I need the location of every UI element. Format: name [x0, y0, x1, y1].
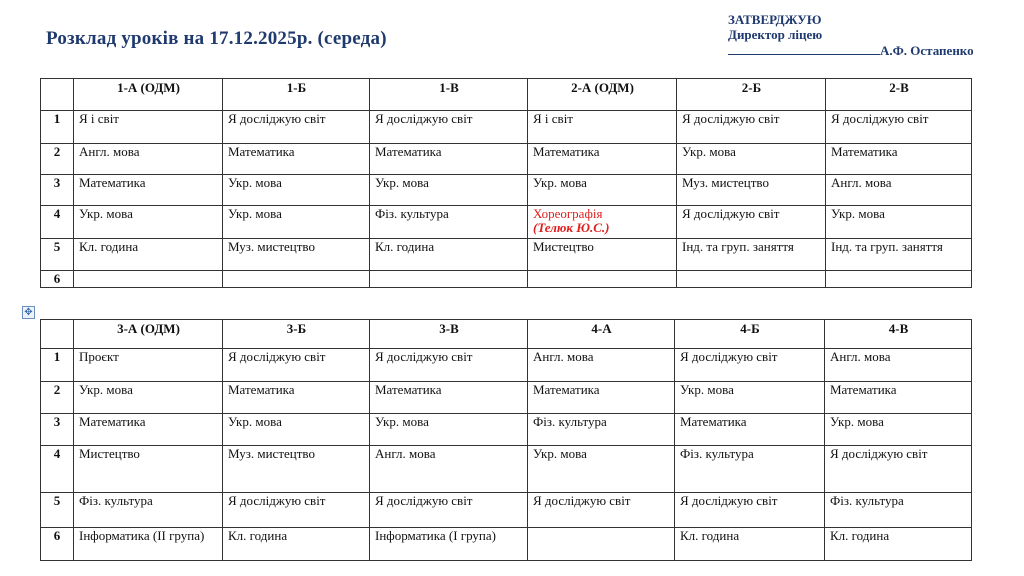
lesson-number: 5: [41, 493, 74, 528]
approval-block: [728, 12, 974, 58]
table-cell: Укр. мова: [826, 206, 972, 239]
choreography-teacher: (Телюк Ю.С.): [533, 220, 610, 235]
header-cell: 1-Б: [223, 79, 370, 111]
table-cell: Англ. мова: [74, 144, 223, 175]
header-cell: [41, 320, 74, 349]
table-cell: Укр. мова: [223, 206, 370, 239]
table-cell: Фіз. культура: [825, 493, 972, 528]
table-cell: Укр. мова: [677, 144, 826, 175]
table-cell: Я досліджую світ: [528, 493, 675, 528]
table-cell: Математика: [223, 382, 370, 414]
table-row: [41, 239, 972, 271]
lesson-number: 3: [41, 175, 74, 206]
table-cell: Я досліджую світ: [370, 493, 528, 528]
table-cell: Мистецтво: [528, 239, 677, 271]
table-header-row: [41, 79, 972, 111]
table-cell: Я досліджую світ: [675, 493, 825, 528]
table-row: [41, 349, 972, 382]
table-cell: Кл. година: [74, 239, 223, 271]
table-cell: Інформатика (І група): [370, 528, 528, 561]
table-row: [41, 206, 972, 239]
table-cell: Кл. година: [675, 528, 825, 561]
signature-underline: [728, 42, 880, 55]
table-cell: Кл. година: [825, 528, 972, 561]
table-cell: Укр. мова: [528, 446, 675, 493]
table-cell: Математика: [74, 175, 223, 206]
header-cell: 1-А (ОДМ): [74, 79, 223, 111]
table-cell: Проєкт: [74, 349, 223, 382]
table-cell: Укр. мова: [74, 382, 223, 414]
table-row: [41, 414, 972, 446]
table-cell: [826, 271, 972, 288]
table-cell: Мистецтво: [74, 446, 223, 493]
table-cell: Укр. мова: [223, 175, 370, 206]
approval-signature-line: [728, 42, 974, 58]
lesson-number: 1: [41, 111, 74, 144]
table-cell: Інд. та груп. заняття: [826, 239, 972, 271]
lesson-number: 1: [41, 349, 74, 382]
table-cell: Математика: [825, 382, 972, 414]
highlighted-cell: [528, 206, 677, 239]
table-cell: Математика: [675, 414, 825, 446]
table-cell: Я досліджую світ: [223, 349, 370, 382]
table-row: [41, 446, 972, 493]
table-cell: Англ. мова: [528, 349, 675, 382]
table-cell: Укр. мова: [528, 175, 677, 206]
table-cell: Математика: [528, 382, 675, 414]
table-cell: Англ. мова: [826, 175, 972, 206]
table-row: [41, 382, 972, 414]
table-row: [41, 144, 972, 175]
table-cell: Математика: [370, 382, 528, 414]
lesson-number: 5: [41, 239, 74, 271]
table-cell: Математика: [223, 144, 370, 175]
lesson-number: 4: [41, 446, 74, 493]
table-cell: Укр. мова: [370, 414, 528, 446]
table-cell: Інд. та груп. заняття: [677, 239, 826, 271]
table-cell: Я досліджую світ: [826, 111, 972, 144]
table-cell: Я досліджую світ: [223, 493, 370, 528]
table-cell: Математика: [826, 144, 972, 175]
header-cell: 3-А (ОДМ): [74, 320, 223, 349]
table-cell: Я досліджую світ: [825, 446, 972, 493]
table-cell: Я і світ: [528, 111, 677, 144]
table-cell: Я і світ: [74, 111, 223, 144]
table-cell: Муз. мистецтво: [223, 239, 370, 271]
table-cell: Я досліджую світ: [370, 349, 528, 382]
table-cell: [223, 271, 370, 288]
approval-signature-name: А.Ф. Остапенко: [880, 43, 974, 58]
header-cell: 3-Б: [223, 320, 370, 349]
table-cell: Англ. мова: [370, 446, 528, 493]
table-cell: [528, 528, 675, 561]
lesson-number: 2: [41, 382, 74, 414]
lesson-number: 6: [41, 271, 74, 288]
table-row: [41, 111, 972, 144]
table-cell: [677, 271, 826, 288]
table-cell: Я досліджую світ: [677, 206, 826, 239]
table-cell: Я досліджую світ: [675, 349, 825, 382]
table-row: [41, 493, 972, 528]
choreography-subject: Хореографія: [533, 206, 603, 221]
header-cell: 4-Б: [675, 320, 825, 349]
header-cell: 2-В: [826, 79, 972, 111]
table-cell: Муз. мистецтво: [677, 175, 826, 206]
table-cell: Я досліджую світ: [677, 111, 826, 144]
table-cell: Інформатика (ІІ група): [74, 528, 223, 561]
table-cell: Укр. мова: [370, 175, 528, 206]
table-header-row: [41, 320, 972, 349]
table-cell: Я досліджую світ: [223, 111, 370, 144]
table-cell: [528, 271, 677, 288]
header-cell: 3-В: [370, 320, 528, 349]
table-cell: Фіз. культура: [528, 414, 675, 446]
table-row: [41, 175, 972, 206]
table-cell: Математика: [528, 144, 677, 175]
table-cell: Кл. година: [370, 239, 528, 271]
table-cell: Математика: [370, 144, 528, 175]
table-cell: [74, 271, 223, 288]
table-row: [41, 271, 972, 288]
table-cell: [370, 271, 528, 288]
schedule-table-grades-3-4: [40, 319, 972, 561]
table-cell: Фіз. культура: [370, 206, 528, 239]
table-cell: Кл. година: [223, 528, 370, 561]
table-cell: Муз. мистецтво: [223, 446, 370, 493]
header-cell: 4-В: [825, 320, 972, 349]
table-row: [41, 528, 972, 561]
approval-position: Директор ліцею: [728, 27, 823, 42]
header-cell: 4-А: [528, 320, 675, 349]
header-cell: 1-В: [370, 79, 528, 111]
table-cell: Укр. мова: [675, 382, 825, 414]
lesson-number: 6: [41, 528, 74, 561]
header-cell: 2-Б: [677, 79, 826, 111]
lesson-number: 4: [41, 206, 74, 239]
lesson-number: 2: [41, 144, 74, 175]
schedule-table-grades-1-2: [40, 78, 972, 288]
table-cell: Укр. мова: [825, 414, 972, 446]
header-cell: [41, 79, 74, 111]
table-move-handle-icon[interactable]: ✥: [22, 306, 35, 319]
table-cell: Фіз. культура: [675, 446, 825, 493]
table-cell: Англ. мова: [825, 349, 972, 382]
table-cell: Я досліджую світ: [370, 111, 528, 144]
lesson-number: 3: [41, 414, 74, 446]
table-cell: Математика: [74, 414, 223, 446]
header-cell: 2-А (ОДМ): [528, 79, 677, 111]
approval-heading: ЗАТВЕРДЖУЮ: [728, 12, 822, 27]
table-cell: Укр. мова: [223, 414, 370, 446]
page-title: Розклад уроків на 17.12.2025р. (середа): [46, 28, 387, 49]
table-cell: Укр. мова: [74, 206, 223, 239]
table-cell: Фіз. культура: [74, 493, 223, 528]
